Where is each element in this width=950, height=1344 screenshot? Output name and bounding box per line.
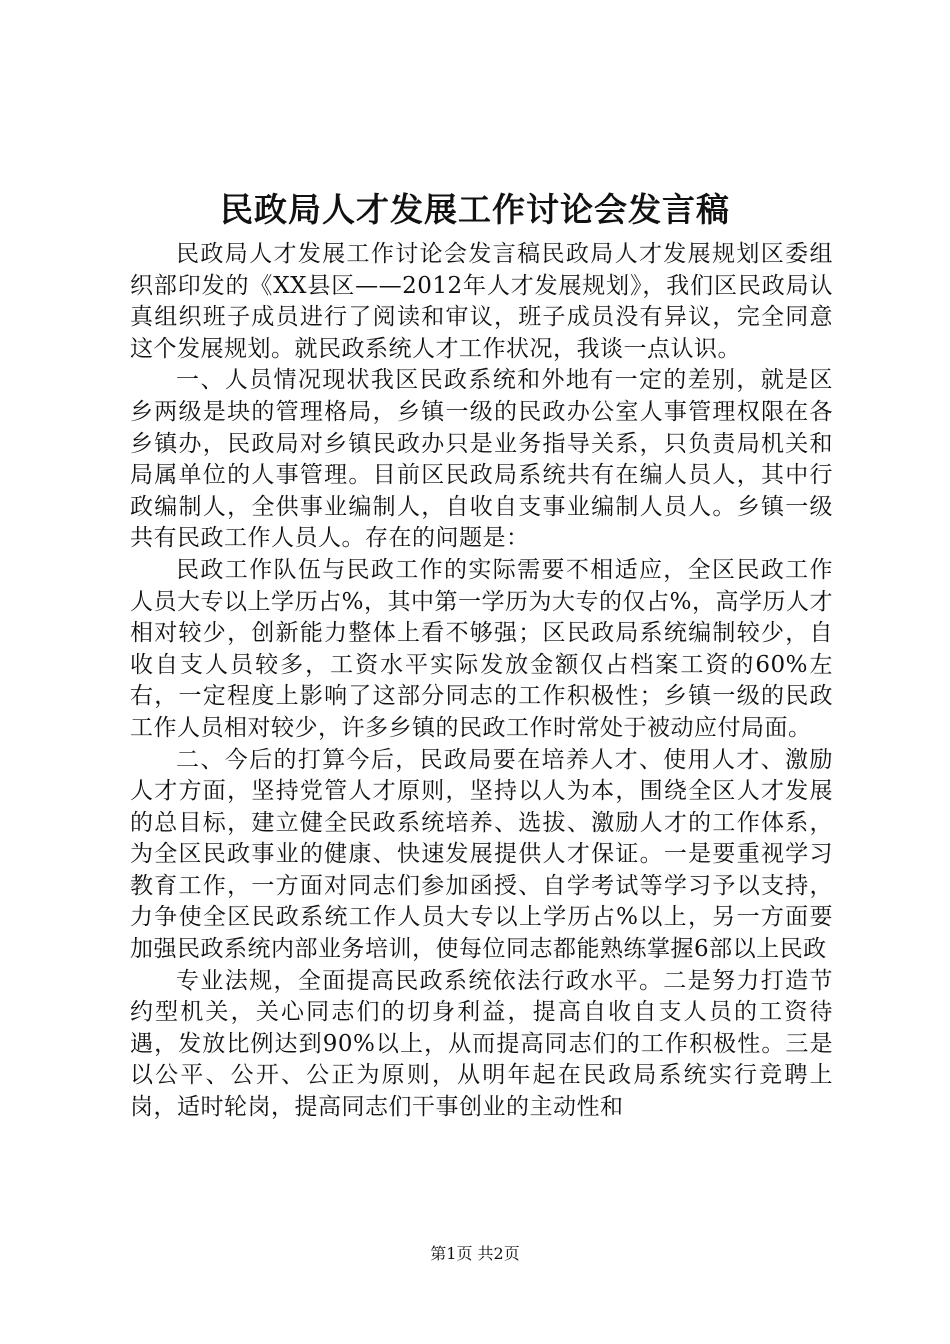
paragraph-intro: 民政局人才发展工作讨论会发言稿民政局人才发展规划区委组织部印发的《XX县区——2012年人才发展规划》，我们区民政局认真组织班子成员进行了阅读和审议，班子成员没有异议，完全同意这个发展规划。就民政系统人才工作状况，我谈一点认识。: [130, 241, 833, 362]
document-body: [130, 239, 833, 1124]
page-number-footer: 第1页 共2页: [430, 1244, 520, 1263]
paragraph-continuation: 专业法规，全面提高民政系统依法行政水平。二是努力打造节约型机关，关心同志们的切身利益，提高自收自支人员的工资待遇，发放比例达到90%以上，从而提高同志们的工作积极性。三是以公平、公开、公正为原则，从明年起在民政局系统实行竞聘上岗，适时轮岗，提高同志们干事创业的主动性和: [130, 967, 833, 1121]
document-title: 民政局人才发展工作讨论会发言稿: [220, 190, 730, 229]
paragraph-problems: 民政工作队伍与民政工作的实际需要不相适应，全区民政工作人员大专以上学历占%，其中第一学历为大专的仅占%，高学历人才相对较少，创新能力整体上看不够强；区民政局系统编制较少，自收自支人员较多，工资水平实际发放金额仅占档案工资的60%左右，一定程度上影响了这部分同志的工作积极性；乡镇一级的民政工作人员相对较少，许多乡镇的民政工作时常处于被动应付局面。: [130, 556, 833, 741]
paragraph-future-plans: 二、今后的打算今后，民政局要在培养人才、使用人才、激励人才方面，坚持党管人才原则，坚持以人为本，围绕全区人才发展的总目标，建立健全民政系统培养、选拔、激励人才的工作体系，为全区民政事业的健康、快速发展提供人才保证。一是要重视学习教育工作，一方面对同志们参加函授、自学考试等学习予以支持，力争使全区民政系统工作人员大专以上学历占%以上，另一方面要加强民政系统内部业务培训，使每位同志都能熟练掌握6部以上民政: [130, 746, 833, 963]
paragraph-staff-status: 一、人员情况现状我区民政系统和外地有一定的差别，就是区乡两级是块的管理格局，乡镇一级的民政办公室人事管理权限在各乡镇办，民政局对乡镇民政办只是业务指导关系，只负责局机关和局属单位的人事管理。目前区民政局系统共有在编人员人，其中行政编制人，全供事业编制人，自收自支事业编制人员人。乡镇一级共有民政工作人员人。存在的问题是：: [130, 367, 833, 552]
